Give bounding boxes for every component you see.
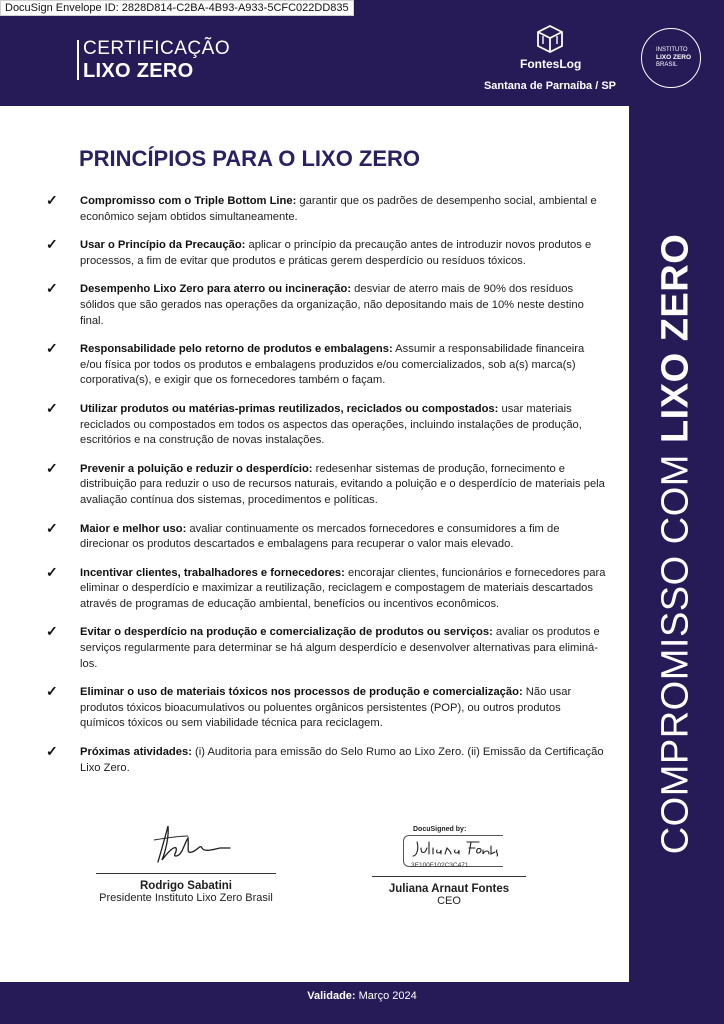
principle-body: usar materiais reciclados ou compostados em todos os aspectos das operações, incluindo instalações de produção, escritórios e na construção de novas instalações. [80, 402, 582, 447]
principle-body: encorajar clientes, funcionários e fornecedores para eliminar o desperdício e maximizar a reutilização, reciclagem e compostagem de materiais descartados através de programas de educação ambiental, benefícios ou incentivos econômicos. [80, 566, 606, 610]
checkmark-icon: ✓ [46, 563, 58, 580]
seal-text [656, 47, 691, 69]
list-item [46, 194, 606, 225]
seal-line1: INSTITUTO [656, 47, 688, 53]
principle-body: garantir que os padrões de desempenho social, ambiental e econômico sejam obtidos simultaneamente. [80, 195, 597, 223]
instituto-seal [641, 28, 701, 88]
principle-heading: Compromisso com o Triple Bottom Line: [80, 195, 297, 207]
location-text: Santana de Parnaíba / SP [483, 80, 617, 92]
footer-banner [0, 982, 724, 1024]
list-item [46, 519, 606, 553]
principle-body: (i) Auditoria para emissão do Selo Rumo ao Lixo Zero. (ii) Emissão da Certificação Lixo Zero. [80, 746, 604, 774]
checkmark-icon: ✓ [46, 623, 58, 640]
checkmark-icon: ✓ [46, 340, 58, 357]
signature-block-1 [96, 818, 276, 904]
list-item [46, 685, 606, 732]
sidebar-text-bold: LIXO ZERO [654, 233, 697, 444]
checkmark-icon: ✓ [46, 683, 58, 700]
seal-line2: LIXO ZERO [656, 54, 692, 61]
validity-value: Março 2024 [355, 990, 417, 1002]
handwritten-signature-2 [411, 838, 501, 860]
principle-heading: Desempenho Lixo Zero para aterro ou incineração: [80, 283, 352, 296]
page-title [79, 146, 420, 172]
checkmark-icon: ✓ [46, 236, 58, 253]
list-item [46, 342, 606, 389]
title-thin: PRINCÍPIOS PARA O [79, 146, 302, 171]
title-bold: LIXO ZERO [301, 146, 421, 171]
validity-label: Validade: [307, 990, 356, 1002]
principle-body: Não usar produtos tóxicos bioacumulativos ou poluentes orgânicos persistentes (POP), ou outros produtos químicos tóxicos ou sem viabilidade técnica para reciclagem. [80, 686, 572, 730]
sidebar-vertical-title [655, 234, 698, 855]
checkmark-icon: ✓ [46, 192, 58, 208]
list-item [46, 625, 606, 672]
principle-heading: Utilizar produtos ou matérias-primas reutilizados, reciclados ou compostados: [80, 402, 499, 415]
checkmark-icon: ✓ [46, 399, 58, 416]
signer-name-2: Juliana Arnaut Fontes [388, 883, 510, 895]
envelope-id: DocuSign Envelope ID: 2828D814-C2BA-4B93-A933-5CFC022DD835 [0, 0, 354, 16]
list-item [46, 282, 606, 329]
principle-heading: Prevenir a poluição e reduzir o desperdício: [80, 462, 313, 475]
list-item [46, 745, 606, 776]
fonteslog-brand [520, 24, 580, 71]
cert-line1: CERTIFICAÇÃO [83, 38, 231, 59]
principle-heading: Próximas atividades: [80, 746, 192, 759]
seal-line3: BRASIL [656, 62, 678, 68]
principles-list [46, 194, 606, 789]
docusign-code: 3E100F102C3C471... [411, 862, 474, 869]
principle-heading: Incentivar clientes, trabalhadores e fornecedores: [80, 566, 345, 579]
list-item [46, 399, 606, 449]
principle-heading: Evitar o desperdício na produção e comercialização de produtos ou serviços: [80, 626, 493, 639]
principle-body: Assumir a responsabilidade financeira e/ou física por todos os produtos e embalagens produzidos e/ou comercializados, sob a(s) marca(s) corporativa(s), e exigir que os fornecedores também o façam. [80, 343, 585, 387]
principle-body: avaliar os produtos e serviços regularmente para determinar se há algum desperdício e desenvolver alternativas para eliminá-los. [80, 626, 600, 670]
principle-body: avaliar continuamente os mercados fornecedores e consumidores a fim de direcionar os produtos descartados e embalagens para recuperar o valor mais elevado. [80, 522, 560, 551]
signature-line-1 [96, 873, 276, 874]
principle-heading: Usar o Princípio da Precaução: [80, 239, 246, 252]
brand-name: FontesLog [520, 57, 582, 71]
principle-heading: Maior e melhor uso: [80, 522, 187, 535]
principle-body: redesenhar sistemas de produção, fornecimento e distribuição para reduzir o uso de recursos naturais, evitando a poluição e o desperdício de materiais pela avaliação contínua dos sistemas, procedimentos e políticas. [80, 462, 605, 506]
list-item [46, 238, 606, 269]
principle-body: desviar de aterro mais de 90% dos resíduos sólidos que são gerados nas operações da organização, não depositando mais de 10% neste destino final. [80, 283, 584, 327]
signer-name-1: Rodrigo Sabatini [140, 880, 232, 892]
principle-body: aplicar o princípio da precaução antes de introduzir novos produtos e processos, a fim de evitar que produtos e práticas gerem desperdício ou resíduos tóxicos. [80, 239, 592, 267]
signature-line-2 [372, 876, 526, 877]
sidebar-text-thin: COMPROMISSO COM [654, 443, 697, 855]
signer-role-2: CEO [437, 895, 461, 907]
list-item [46, 563, 606, 613]
fonteslog-cube-icon [535, 24, 565, 54]
checkmark-icon: ✓ [46, 459, 58, 476]
checkmark-icon: ✓ [46, 743, 58, 760]
principle-heading: Eliminar o uso de materiais tóxicos nos processos de produção e comercialização: [80, 686, 523, 699]
checkmark-icon: ✓ [46, 280, 58, 297]
checkmark-icon: ✓ [46, 519, 58, 536]
list-item [46, 459, 606, 509]
signature-block-2 [372, 826, 526, 907]
logo-bar [77, 40, 79, 80]
docusign-label: DocuSigned by: [413, 826, 467, 833]
handwritten-signature-1 [96, 818, 276, 870]
principle-heading: Responsabilidade pelo retorno de produtos e embalagens: [80, 343, 393, 356]
cert-line2: LIXO ZERO [83, 60, 194, 82]
signer-role-1: Presidente Instituto Lixo Zero Brasil [99, 892, 273, 904]
right-sidebar-banner [629, 106, 724, 982]
docusign-stamp [393, 826, 505, 872]
